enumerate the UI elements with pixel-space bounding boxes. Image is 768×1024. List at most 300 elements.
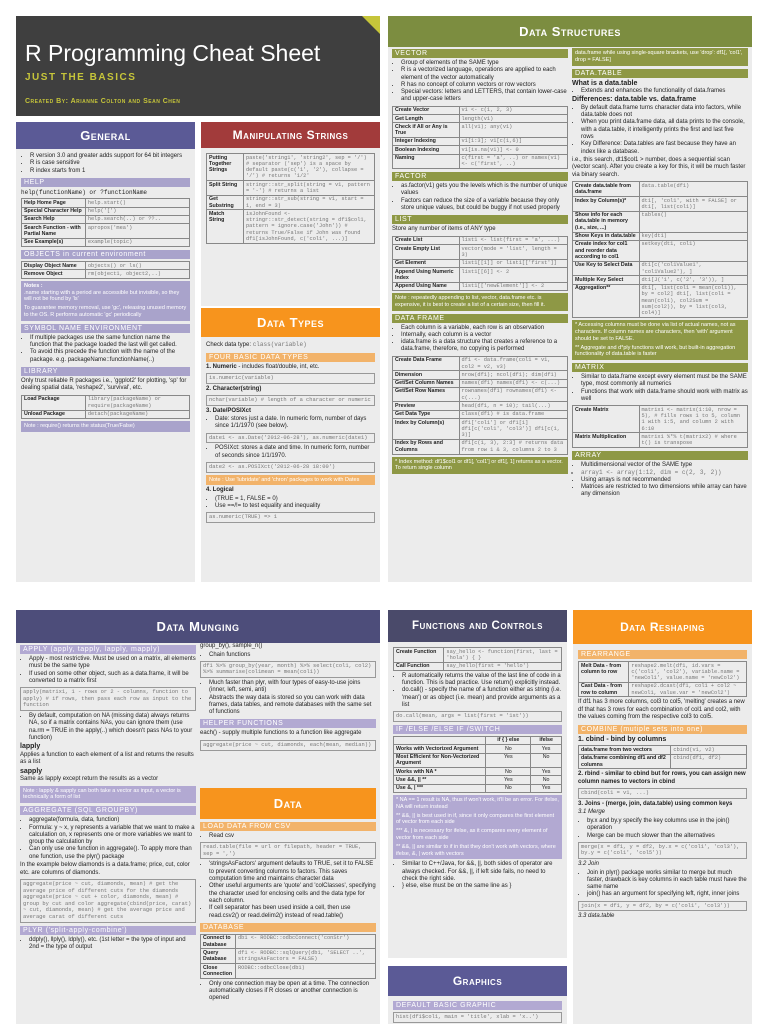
list-item: • Group of elements of the SAME type [401,60,568,67]
cheat-sheet-top [16,16,752,582]
list-item: • If used on some other object, such as a data.frame, it will be converted to a matrix first [29,671,196,686]
table-cell: data.table(df1) [639,182,748,197]
list-item: • Join in plyr() package works similar to merge but much faster, drawback is key columns in each table must have the same name [587,870,747,892]
ds-right-col [572,46,748,500]
table-cell: Remove Object [22,270,86,278]
list-item: • Abstracts the way data is stored so you can work with data frames, data tables, and remote databases with the same set of functions [209,695,376,717]
table-cell: Get Length [393,115,460,123]
table-cell: help('[') [85,207,189,215]
table-cell: Unload Package [22,410,86,418]
list-item: • R automatically returns the value of the last line of code in a function. This is bad practice. Use return() explicitly instead. [402,673,562,688]
if-table [393,736,562,793]
table-cell: v1[is.na(v1)] <- 0 [459,146,568,154]
table-cell: Dimension [393,371,460,379]
list-item: • Key Difference: Data.tables are fast because they have an index like a database. [581,141,748,156]
table-row [207,181,375,196]
table-row [22,238,190,246]
table-row [394,736,562,744]
table-cell: Yes [531,745,562,753]
database-table [200,934,376,979]
table-row [393,410,568,418]
list-item: • Multidimensional vector of the SAME type [581,462,748,469]
database-label: DATABASE [200,923,376,932]
cbind-table [578,745,747,769]
table-cell: No [486,745,531,753]
table-cell: vector(mode = 'list', length = 3) [459,245,568,260]
general-bullets [30,153,190,175]
table-cell: Cast Data - from row to column [579,682,629,697]
sapply-note: Note : lapply & sapply can both take a vector as input, a vector is technically a form of list [20,786,196,804]
list-item: • R version 3.0 and greater adds support for 64 bit integers [30,153,190,160]
table-cell: paste('string1', 'string2', sep = '/') # separator ('sep') is a space by default paste(c('1', '2'), collapse = '/') # returns '1/2' [243,154,374,181]
table-cell: Create data.table from data.frame [573,182,640,197]
list-item: • Can only use one function in aggregate(). To apply more than one function, use the plyr() package [29,846,196,861]
table-row [394,768,562,776]
table-cell: dt1[, 'col1', with = FALSE] or dt1[, list(col1)] [639,197,748,212]
table-row [393,146,568,154]
table-cell: Create Empty List [393,245,460,260]
table-row [579,754,747,769]
list-item: • Matrices are restricted to two dimensions while array can have any dimension [581,484,748,499]
matrix-bullets [581,374,748,403]
list-item: • Chain functions [209,652,376,659]
table-cell: setkey(dt1, col1) [639,240,748,261]
list-item: • Formula: y ~ x, y represents a variable that we want to make a calculation on, x represents one or more variables we want to group the calculation by [29,825,196,847]
list-item: • 'stringsAsFactors' argument defaults to TRUE, set it to FALSE to prevent converting columns to factors. This saves computation time and maintains character data [209,861,376,883]
table-cell: list1[[6]] <- 2 [459,268,568,283]
table-cell: stringr::str_split(string = v1, pattern = '-') # returns a list [243,181,374,196]
table-cell: reshape2.dcast(df1, col1 + col2 ~ newCol1, value.var = 'newCol2') [629,682,747,697]
table-row [393,402,568,410]
table-cell: dt1[c('col1Value1', 'col1Value2'), ] [639,261,748,276]
table-cell: df1['col1'] or df1[1] df1[c('col1', 'col3')] df1[c(1, 3)] [459,419,568,440]
code-block: cbind(col1 = v1, ...) [578,788,747,799]
table-row [579,662,747,683]
table-cell: if { } else [486,736,531,744]
table-cell: say_hello(first = 'hello') [444,662,562,670]
list-item: • If multiple packages use the same function name the function that the package loaded the last will get called. [30,335,190,350]
data-header: Data [200,788,376,819]
matrix-table [572,405,748,448]
list-item: • Similar to data.frame except every element must be the SAME type, most commonly all numerics [581,374,748,389]
list-item: • R index starts from 1 [30,168,190,175]
table-cell: all(v1); any(v1) [459,123,568,138]
table-cell: Call Function [394,662,444,670]
table-cell: data.frame combining df1 and df2 columns [579,754,671,769]
table-cell: Check if All or Any is True [393,123,460,138]
table-cell: Search Function - with Partial Name [22,224,86,239]
list-item: • If cell separator has been used inside a cell, then use read.csv2() or read.delim2() instead of read.table() [209,905,376,920]
table-row [201,949,376,964]
rbind-heading: 2. rbind - similar to cbind but for rows, you can assign new column names to vectors in cbind [578,771,746,785]
table-cell: Boolean Indexing [393,146,460,154]
table-row [393,106,568,114]
dataframe-label: DATA FRAME [392,314,568,323]
table-cell: head(df1, n = 10); tail(...) [459,402,568,410]
table-cell: Use &&, || ** [394,776,486,784]
table-row [22,410,190,418]
table-row [394,745,562,753]
merge-bullets [587,818,747,840]
notes-label: Notes : [24,282,43,289]
table-row [394,753,562,768]
table-row [393,439,568,454]
table-cell: reshape2.melt(df1, id.vars = c('col1', 'col2'), variable.name = 'newCol1', value.name = 'newCol2') [629,662,747,683]
list-item: • array1 <- array(1:12, dim = c(2, 3, 2)) [581,469,748,476]
functions-table [393,647,562,671]
table-cell: Display Object Name [22,262,86,270]
code-block: nchar(variable) # length of a character or numeric [206,395,375,406]
objects-label: OBJECTS in current environment [21,250,190,259]
table-cell: example(topic) [85,238,189,246]
table-cell: df1[c(1, 3), 2:3] # returns data from row 1 & 3, columns 2 to 3 [459,439,568,454]
list-item: • (TRUE = 1, FALSE = 0) [215,496,375,503]
table-cell: library(packageName) or require(packageName) [85,395,189,410]
library-label: LIBRARY [21,367,190,376]
agg-text: In the example below diamonds is a data.frame; price, cut, color etc. are columns of diamonds. [20,862,190,876]
strings-header: Manipulating Strings [201,122,380,148]
factor-bullets [401,183,568,212]
df-bullets [401,325,568,354]
table-cell: Get Substring [207,195,244,210]
list-item: • R is a vectorized language, operations are applied to each element of the vector automatically [401,67,568,82]
list-item: • When you print data.frame data, all data prints to the console, with a data.table, it intelligently prints the first and last five rows [581,119,748,141]
table-cell: Works with Vectorized Argument [394,745,486,753]
four-types-label: FOUR BASIC DATA TYPES [206,353,375,362]
strings-panel [201,122,380,306]
table-row [394,662,562,670]
combine-label: COMBINE (mutiple sets into one) [578,725,747,734]
objects-notes [21,281,190,321]
list-note: Note : repeatedly appending to list, vector, data.frame etc. is expensive, it is best to create a list of a certain size, then fill it. [392,293,568,311]
table-cell: Show info for each data.table in memory (i.e., size, ...) [573,211,640,232]
table-cell: cbind(v1, v2) [671,746,747,754]
table-cell: key(dt1) [639,232,748,240]
vector-label: VECTOR [392,49,568,58]
table-cell: help.start() [85,199,189,207]
table-cell: Load Package [22,395,86,410]
code-block: read.table(file = url or filepath, header = TRUE, sep = ',') [200,842,376,859]
type-name: 4. Logical [206,487,234,494]
note-text: * Accessing columns must be done via list of actual names, not as characters. If column names are characters, then 'with' argument should be set to FALSE. [575,322,736,342]
table-cell: Create Function [394,648,444,663]
rearrange-text: If df1 has 3 more columns, col3 to col5, 'melting' creates a new df that has 3 rows for each combination of col1 and col2, with the values coming from the respective col3 to col5. [578,699,745,721]
help-usage [21,189,190,197]
table-row [394,784,562,792]
table-row [573,182,748,197]
table-row [573,232,748,240]
list-item: • } else, else must be on the same line as } [402,883,562,890]
table-row [573,240,748,261]
table-cell: stringr::str_sub(string = v1, start = 1, end = 3) [243,195,374,210]
list-text: Store any number of items of ANY type [392,226,496,233]
note-text: ** &&, || is best used in if, since it only compares the first element of vector from each side [396,812,555,826]
functions-bullets-2 [402,861,562,890]
if-label: IF /ELSE /ELSE IF /SWITCH [393,725,562,734]
table-cell: See Example(s) [22,238,86,246]
reshaping-header: Data Reshaping [573,610,752,644]
table-cell: c(first = 'a', ..) or names(v1) <- c('first', ..) [459,154,568,169]
code-block: merge(x = df1, y = df2, by.x = c('col1', 'col3'), by.y = c('col1', 'col5')) [578,842,747,859]
code-block: is.numeric(variable) [206,373,375,384]
table-cell: Show Keys in data.table [573,232,640,240]
table-row [393,387,568,402]
table-cell: Aggregation** [573,284,640,317]
aggregate-label: AGGREGATE (SQL GROUPBY) [20,806,196,815]
check-code: class(variable) [252,341,307,348]
table-cell: matrix1 <- matrix(1:10, nrow = 5), # fills rows 1 to 5, column 1 with 1:5, and column 2 with 6:10 [639,406,748,433]
page-title: R Programming Cheat Sheet [25,40,321,66]
list-item: • Only one connection may be open at a time. The connection automatically closes if R closes or another connection is opened [209,981,376,1003]
datatable-what-bullets [581,88,748,95]
datatable-top-note: data.frame while using single-square brackets, use 'drop': df1[, 'col1', drop = FALSE] [572,48,748,66]
datatable-diff: Differences: data.table vs. data.frame [572,96,697,104]
table-row [393,245,568,260]
note-text: ** &&, || are similar to if in that they don't work with vectors, where ifelse, &, | work with vectors [396,843,556,857]
graphics-sub: DEFAULT BASIC GRAPHIC [393,1001,562,1010]
list-item: • Apply - most restrictive. Must be used on a matrix, all elements must be the same type [29,656,196,671]
apply-label: APPLY (apply, tapply, lapply, mapply) [20,645,196,654]
table-cell: Use &, | *** [394,784,486,792]
table-cell: Multiple Key Select [573,276,640,284]
list-item: • Extends and enhances the functionality of data.frames [581,88,748,95]
note-text: .name starting with a period are accessible but invisible, so they will not be found by 'ls' [24,289,180,303]
table-cell: ifelse [531,736,562,744]
table-cell: rownames(df1) rownames(df1) <- c(...) [459,387,568,402]
note-text: To guarantee memory removal, use 'gc', releasing unused memory to the OS. R performs automatic 'gc' periodically [24,305,187,318]
page-subtitle: JUST THE BASICS [25,72,137,83]
date-note: Note : Use 'lubridate' and 'chron' packages to work with Dates [206,475,375,486]
cbind-heading: 1. cbind - bind by columns [578,735,667,743]
munging-header: Data Munging [16,610,380,643]
list-item: • Use ==/!= to test equality and inequality [215,503,375,510]
table-cell [394,736,486,744]
table-row [393,371,568,379]
table-row [201,964,376,979]
apply-bullets-2 [29,713,196,742]
table-cell: Match String [207,210,244,243]
help-shortcut: ?functionName [100,188,148,196]
type-desc: - includes float/double, int, etc. [236,363,320,370]
table-row [207,195,375,210]
table-row [393,419,568,440]
cheat-sheet-bottom [16,610,752,1024]
array-label: ARRAY [572,451,748,460]
dplyr-bullets [209,652,376,659]
table-row [22,215,190,223]
table-cell: Query Database [201,949,236,964]
list-item: • Similar to C++/Java, for &&, ||, both sides of operator are always checked. For &&, ||, if left side fails, no need to check the right side. [402,861,562,883]
table-cell: Close Connection [201,964,236,979]
library-table [21,395,190,419]
list-item: • Merge can be much slower than the alternatives [587,833,747,840]
table-row [393,259,568,267]
table-cell: dt1[J('1', c('2', '3')), ] [639,276,748,284]
table-row [22,395,190,410]
apply-bullets [29,656,196,685]
datatable-diff-bullets [581,105,748,156]
table-row [573,261,748,276]
table-row [393,115,568,123]
merge-heading: 3.1 Merge [578,809,606,816]
datatable-table [572,181,748,318]
list-table [392,236,568,291]
table-row [22,207,190,215]
table-cell: df1 <- RODBC::sqlQuery(db1, 'SELECT ..', stringsAsFactors = FALSE) [236,949,376,964]
list-item: • aggregate(formula, data, function) [29,817,196,824]
table-cell: Integer Indexing [393,137,460,145]
table-row [207,210,375,243]
list-item: • Much faster than plyr, with four types of easy-to-use joins (inner, left, semi, anti) [209,680,376,695]
array-bullets [581,462,748,498]
helper-text: each() - supply multiple functions to a function like aggregate [200,730,362,737]
list-item: • Internally, each column is a vector [401,332,568,339]
type-name: 1. Numeric [206,363,237,370]
datatable-join-heading: 3.3 data.table [578,913,615,920]
corner-fold [362,16,380,34]
functions-panel [388,610,567,958]
list-item: • Read csv [209,833,376,840]
matrix-label: MATRIX [572,363,748,372]
joins-heading: 3. Joins - (merge, join, data.table) using common keys [578,800,733,807]
table-cell: tables() [639,211,748,232]
table-row [394,648,562,663]
table-row [393,379,568,387]
table-cell: list1 <- list(first = 'a', ...) [459,236,568,244]
table-row [579,746,747,754]
table-row [393,123,568,138]
code-block: join(x = df1, y = df2, by = c('col1', 'col3')) [578,901,747,912]
table-cell: Create Matrix [573,406,640,433]
csv-label: LOAD DATA FROM CSV [200,822,376,831]
graphics-panel [388,966,567,1024]
table-cell: No [531,776,562,784]
table-cell: Create index for col1 and reorder data according to col1 [573,240,640,261]
table-cell: apropos('mea') [85,224,189,239]
table-cell: Matrix Multiplication [573,433,640,448]
vector-table [392,106,568,169]
functions-header: Functions and Controls [388,610,567,642]
lapply-text: Applies a function to each element of a list and returns the results as a list [20,751,194,766]
table-cell: list1[[1]] or list1[['first']] [459,259,568,267]
helper-label: HELPER FUNCTIONS [200,719,376,728]
rearrange-table [578,661,747,697]
factor-label: FACTOR [392,172,568,181]
list-item: • Functions that work with data.frame should work with matrix as well [581,389,748,404]
table-row [22,262,190,270]
table-row [22,199,190,207]
rearrange-label: REARRANGE [578,650,747,659]
dplyr-bullets-2 [209,680,376,716]
table-cell: dt1[, list(col1 = mean(col1)), by = col2] dt1[, list(col1 = mean(col1), col2Sum = sum(col2)), by = list(col3, col4)] [639,284,748,317]
list-item: • ddply(), llply(), ldply(), etc. (1st letter = the type of input and 2nd = the type of output [29,937,196,952]
table-row [394,776,562,784]
table-cell: Naming [393,154,460,169]
munging-right-col [200,642,376,753]
check-type [206,341,375,350]
list-item: • join() has an argument for specifying left, right, inner joins [587,891,747,898]
table-row [573,433,748,448]
table-cell: objects() or ls() [85,262,189,270]
data-panel [200,788,376,1024]
table-cell: df1 <- data.frame(col1 = v1, col2 = v2, v3) [459,356,568,371]
table-cell: names(df1) names(df1) <- c(...) [459,379,568,387]
reshaping-panel [573,610,752,1024]
list-item: • R is case sensitive [30,160,190,167]
table-cell: Get Data Type [393,410,460,418]
table-row [393,154,568,169]
table-cell: nrow(df1); ncol(df1); dim(df1) [459,371,568,379]
list-item: • By default, computation on NA (missing data) always returns NA, so if a matrix contains NAs, you can ignore them (use na.rm = TRUE in the apply(..) which doesn't pass NAs to your function) [29,713,196,742]
table-cell: No [486,768,531,776]
csv-bullets-2 [209,861,376,919]
table-cell: No [531,753,562,768]
table-cell: Works with NA * [394,768,486,776]
table-cell: cbind(df1, df2) [671,754,747,769]
code-block: aggregate(price ~ cut, diamonds, each(mean, median)) [200,740,376,751]
library-text: Only trust reliable R packages i.e., 'ggplot2' for plotting, 'sp' for dealing spatial data, 'reshape2', 'survival', etc. [21,377,187,392]
table-cell: Melt Data - from column to row [579,662,629,683]
help-call: help(functionName) [21,188,86,196]
table-cell: Index by Column(s)* [573,197,640,212]
table-cell: Help Home Page [22,199,86,207]
table-cell: Search Help [22,215,86,223]
graphics-header: Graphics [388,966,567,996]
join-bullets [587,870,747,899]
df-note: * Index method: df1$col1 or df1[, 'col1'] or df1[, 1] returns as a vector. To return single column [392,457,568,475]
list-item: • do.call() - specify the name of a function either as string (i.e. 'mean') or as object (i.e. mean) and provide arguments as a list [402,687,562,709]
symbol-label: SYMBOL NAME ENVIRONMENT [21,324,190,333]
table-row [573,197,748,212]
plyr-bullets [29,937,196,952]
type-name: 2. Character(string) [206,385,262,392]
munging-left-col [20,642,196,952]
table-row [573,406,748,433]
table-cell: Yes [486,776,531,784]
lapply-heading: lapply [20,743,41,751]
table-row [393,137,568,145]
list-item: • Each column is a variable, each row is an observation [401,325,568,332]
table-cell: Preview [393,402,460,410]
datatable-notes [572,320,748,360]
vector-bullets [401,60,568,104]
table-row [579,682,747,697]
logical-bullets [215,496,375,511]
plyr-label: PLYR ('split-apply-combine') [20,926,196,935]
help-or: or [85,188,101,196]
list-item: • by.x and by.y specify the key columns use in the join() operation [587,818,747,833]
list-item: • By default data.frame turns character data into factors, while data.table does not [581,105,748,120]
code-block: df1 %>% group_by(year, month) %>% select(col1, col2) %>% summarise(col1mean = mean(col1)) [200,661,376,678]
df-table [392,356,568,455]
list-item: • Special vectors: letters and LETTERS, that contain lower-case and upper-case letters [401,89,568,104]
table-cell: Yes [531,784,562,792]
type-numeric [206,364,375,372]
table-cell: isJohnFound <- stringr::str_detect(string = df1$col1, pattern = ignore.case('John')) # returns True/False if John was found df1[isJohnFound, c('col1', ...)] [243,210,374,243]
table-cell: Most Efficient for Non-Vectorized Argument [394,753,486,768]
join-heading: 3.2 Join [578,861,600,868]
datatable-label: DATA.TABLE [572,69,748,78]
date-bullets [215,416,375,431]
note-text: ** Aggregate and d*ply functions will work, but built-in aggregation functionality of data.table is faster [575,344,736,358]
table-row [22,270,190,278]
table-cell: matrix1 %*% t(matrix2) # where t() is transpose [639,433,748,448]
list-label: LIST [392,215,568,224]
table-cell: Index by Rows and Columns [393,439,460,454]
symbol-bullets [30,335,190,364]
table-cell: Create Vector [393,106,460,114]
table-cell: Create Data Frame [393,356,460,371]
